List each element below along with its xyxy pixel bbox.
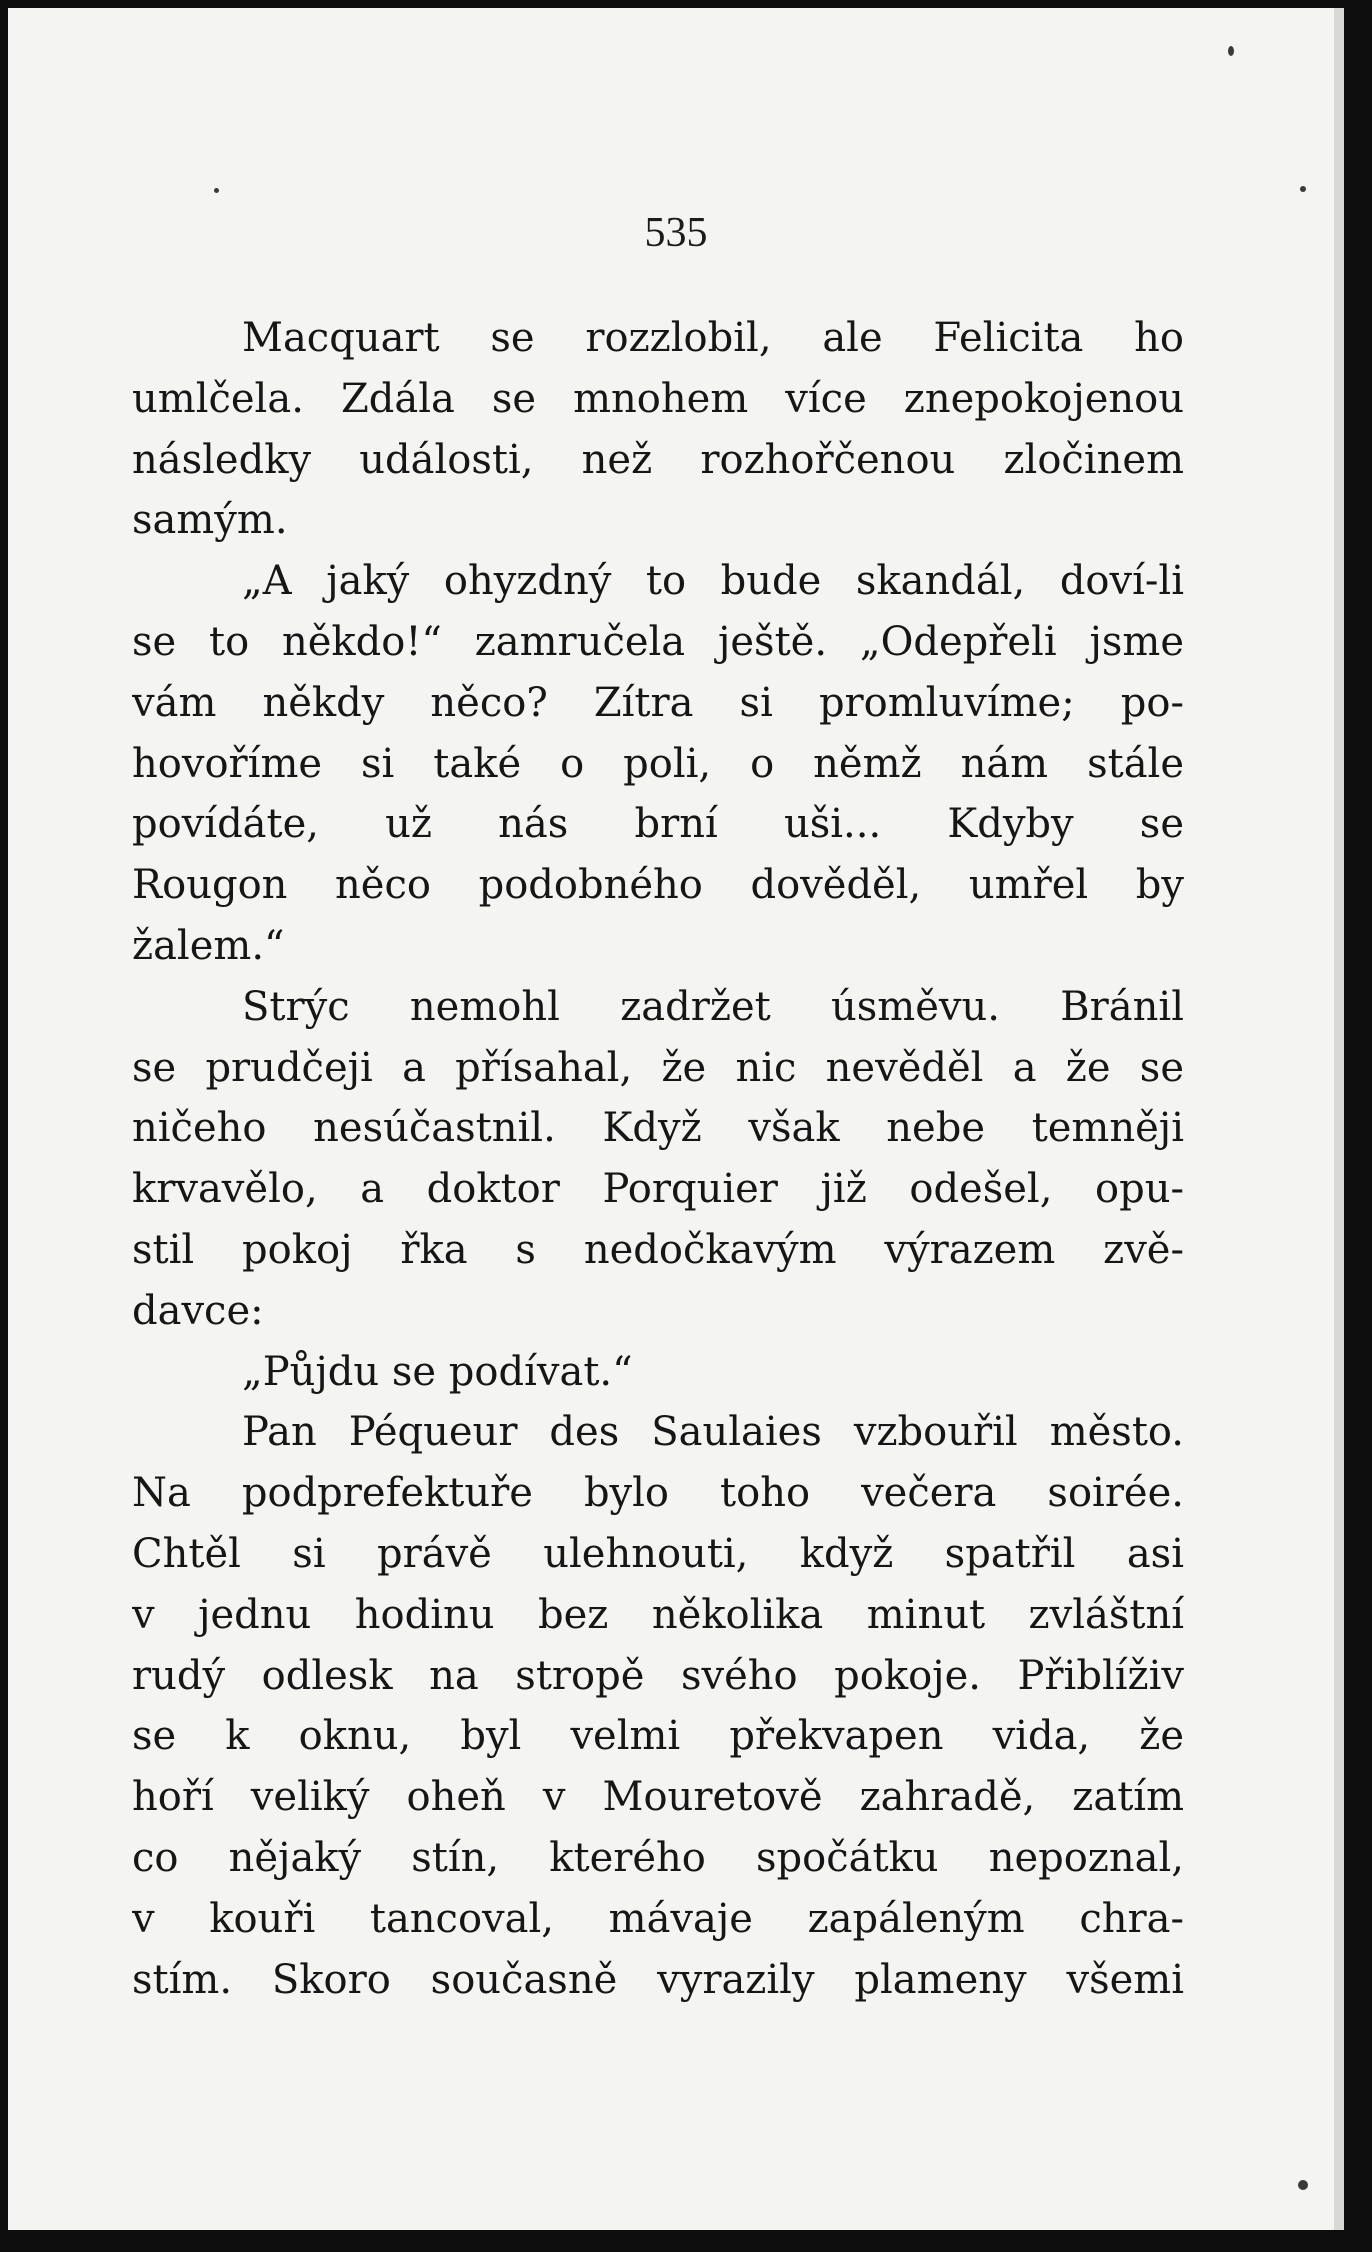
text-line: ničeho nesúčastnil. Když však nebe temněji: [132, 1105, 1184, 1152]
text-line: se prudčeji a přísahal, že nic nevěděl a že se: [132, 1044, 1184, 1091]
text-line: Na podprefektuře bylo toho večera soirée.: [132, 1470, 1184, 1517]
book-page: [8, 8, 1344, 2230]
speck: [1228, 46, 1234, 56]
text-line: vám někdy něco? Zítra si promluvíme; po-: [132, 679, 1184, 726]
text-line: stil pokoj řka s nedočkavým výrazem zvě-: [132, 1226, 1184, 1273]
text-line: se to někdo!“ zamručela ještě. „Odepřeli jsme: [132, 618, 1184, 665]
text-line: stím. Skoro současně vyrazily plameny všemi: [132, 1956, 1184, 2003]
text-line: Macquart se rozzlobil, ale Felicita ho: [242, 315, 1184, 361]
page-number: 535: [644, 210, 708, 256]
text-line: Pan Péqueur des Saulaies vzbouřil město.: [242, 1409, 1184, 1456]
text-line: „A jaký ohyzdný to bude skandál, doví-li: [242, 558, 1184, 605]
text-line: v jednu hodinu bez několika minut zvláštní: [132, 1591, 1184, 1638]
speck: [1300, 186, 1306, 192]
text-line: co nějaký stín, kterého spočátku nepoznal,: [132, 1834, 1184, 1881]
text-line: se k oknu, byl velmi překvapen vida, že: [132, 1713, 1184, 1760]
speck: [214, 188, 219, 193]
speck: [1298, 2180, 1308, 2190]
text-line: žalem.“: [132, 922, 285, 969]
text-line: Strýc nemohl zadržet úsměvu. Bránil: [242, 983, 1184, 1030]
text-line: „Půjdu se podívat.“: [242, 1348, 633, 1395]
body-text: [132, 308, 1184, 2010]
text-line: umlčela. Zdála se mnohem více znepokojenou: [132, 375, 1184, 422]
text-line: rudý odlesk na stropě svého pokoje. Přiblíživ: [132, 1652, 1184, 1699]
text-line: Rougon něco podobného dověděl, umřel by: [132, 862, 1184, 909]
text-line: Chtěl si právě ulehnouti, když spatřil asi: [132, 1530, 1184, 1577]
text-line: v kouři tancoval, mávaje zapáleným chra-: [132, 1895, 1184, 1942]
text-line: krvavělo, a doktor Porquier již odešel, opu-: [132, 1166, 1184, 1213]
text-line: hoří veliký oheň v Mouretově zahradě, zatím: [132, 1774, 1184, 1821]
text-line: povídáte, už nás brní uši... Kdyby se: [132, 801, 1184, 848]
text-line: samým.: [132, 497, 288, 544]
text-line: hovoříme si také o poli, o němž nám stále: [132, 740, 1184, 787]
text-line: následky události, než rozhořčenou zločinem: [132, 436, 1184, 483]
text-line: davce:: [132, 1287, 264, 1334]
